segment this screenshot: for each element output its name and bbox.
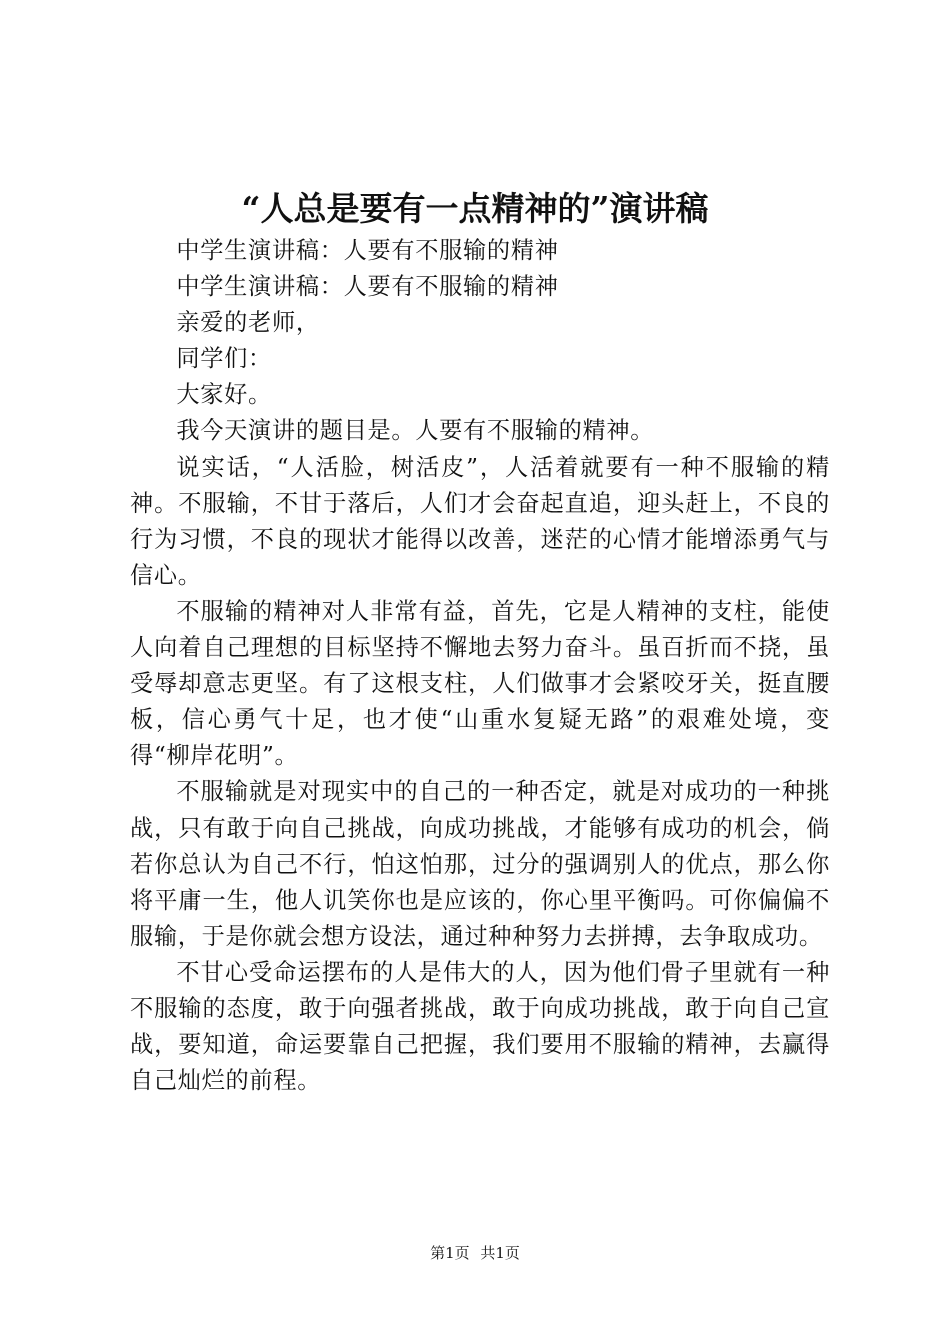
paragraph: 同学们：	[176, 345, 272, 373]
page-total: 共1页	[480, 1244, 520, 1262]
paragraph: 中学生演讲稿：人要有不服输的精神	[176, 273, 559, 301]
paragraph: 亲爱的老师，	[176, 309, 320, 337]
paragraph: 中学生演讲稿：人要有不服输的精神	[176, 237, 559, 264]
paragraph: 不甘心受命运摆布的人是伟大的人，因为他们骨子里就有一种不服输的态度，敢于向强者挑战，敢于向成功挑战，敢于向自己宣战，要知道，命运要靠自己把握，我们要用不服输的精神，去赢得自己灿烂的前程。	[130, 958, 830, 1095]
paragraph: 我今天演讲的题目是。人要有不服输的精神。	[176, 417, 655, 445]
paragraph: 不服输的精神对人非常有益，首先，它是人精神的支柱，能使人向着自己理想的目标坚持不懈地去努力奋斗。虽百折而不挠，虽受辱却意志更坚。有了这根支柱，人们做事才会紧咬牙关，挺直腰板，信心勇气十足，也才使“山重水复疑无路”的艰难处境，变得“柳岸花明”。	[130, 597, 830, 770]
paragraph: 说实话，“人活脸，树活皮”，人活着就要有一种不服输的精神。不服输，不甘于落后，人们才会奋起直追，迎头赶上，不良的行为习惯，不良的现状才能得以改善，迷茫的心情才能增添勇气与信心。	[130, 453, 830, 589]
document-body	[130, 233, 830, 1099]
document-title: “人总是要有一点精神的”演讲稿	[241, 189, 709, 228]
page-footer	[0, 1243, 950, 1263]
paragraph: 大家好。	[176, 381, 272, 409]
paragraph: 不服输就是对现实中的自己的一种否定，就是对成功的一种挑战，只有敢于向自己挑战，向成功挑战，才能够有成功的机会，倘若你总认为自己不行，怕这怕那，过分的强调别人的优点，那么你将平庸一生，他人讥笑你也是应该的，你心里平衡吗。可你偏偏不服输，于是你就会想方设法，通过种种努力去拼搏，去争取成功。	[130, 778, 830, 950]
page-number: 第1页	[430, 1244, 470, 1262]
